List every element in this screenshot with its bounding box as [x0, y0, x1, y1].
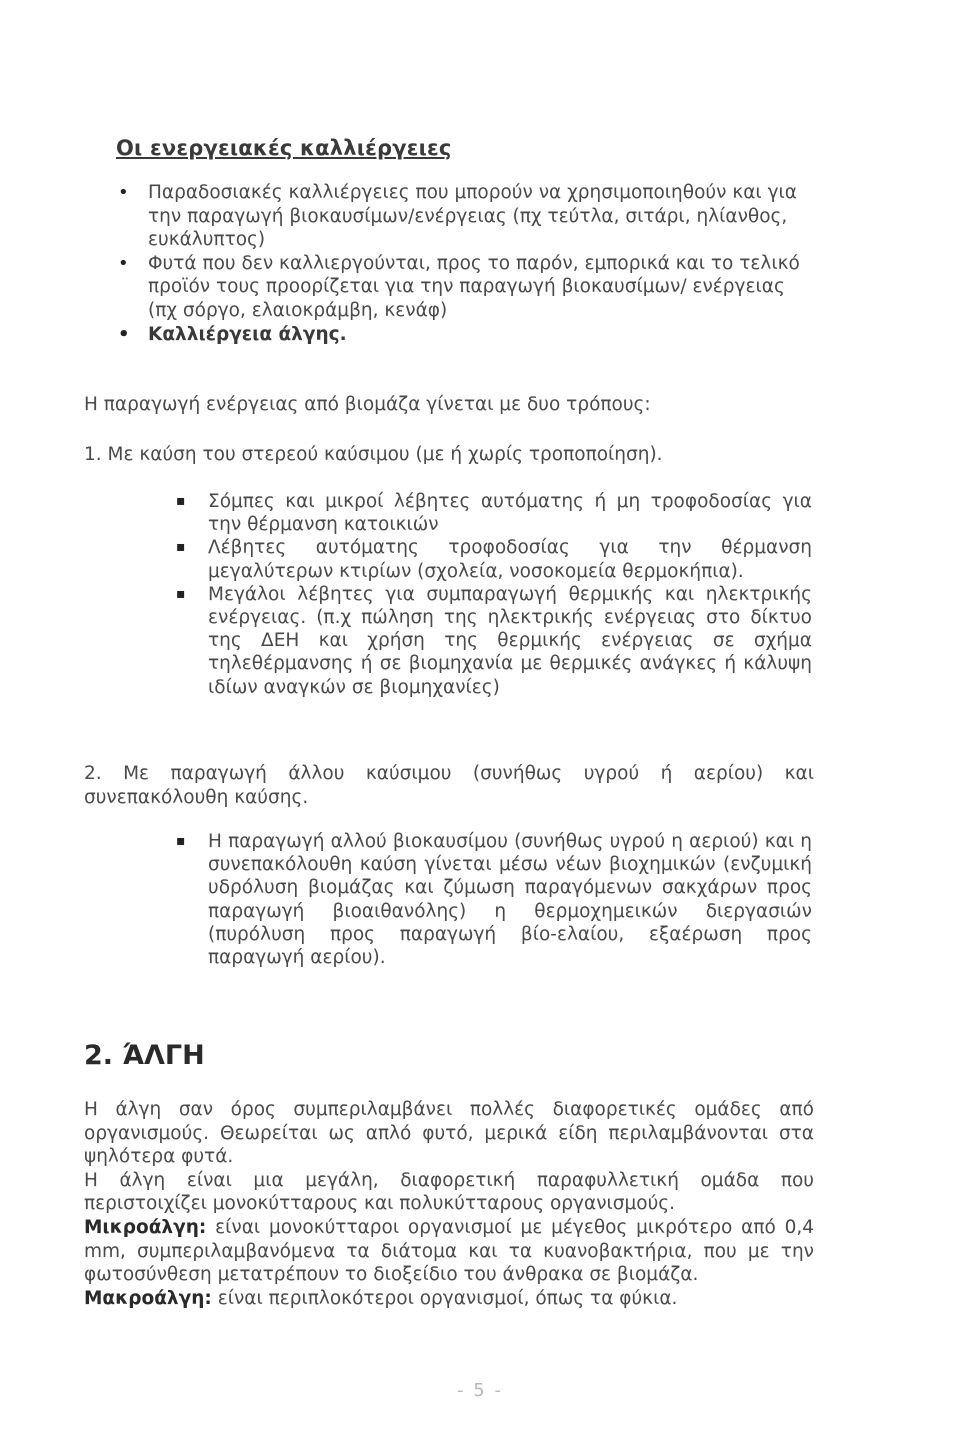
list-item: ▪ Λέβητες αυτόματης τροφοδοσίας για την θέρμανση μεγαλύτερων κτιρίων (σχολεία, νοσοκομεία θερμοκήπια).	[172, 536, 812, 582]
list-item: ▪ Μεγάλοι λέβητες για συμπαραγωγή θερμικής και ηλεκτρικής ενέργειας. (π.χ πώληση της ηλεκτρικής ενέργειας στο δίκτυο της ΔΕΗ και χρήση της θερμικής ενέργειας σε σχήμα τηλεθέρμανσης ή σε βιομηχανία με θερμικές ανάγκες ή κάλυψη ιδίων αναγκών σε βιομηχανίες)	[172, 583, 812, 699]
section-title: Οι ενεργειακές καλλιέργειες	[116, 136, 452, 160]
algae-section	[84, 1098, 814, 1310]
method-2-heading: 2. Με παραγωγή άλλου καύσιμου (συνήθως υγρού ή αερίου) και συνεπακόλουθη καύσης.	[84, 763, 814, 808]
algae-heading: 2. ΆΛΓΗ	[84, 1040, 205, 1071]
microalgae-label: Μικροάλγη:	[84, 1216, 207, 1238]
intro-text: Η παραγωγή ενέργειας από βιομάζα γίνεται με δυο τρόπους:	[84, 394, 651, 415]
algae-paragraph: Η άλγη σαν όρος συμπεριλαμβάνει πολλές διαφορετικές ομάδες από οργανισμούς. Θεωρείται ως απλό φυτό, μερικά είδη περιλαμβάνονται στα ψηλότερα φυτά.	[84, 1099, 814, 1168]
macroalgae-text: είναι περιπλοκότεροι οργανισμοί, όπως τα φύκια.	[211, 1287, 678, 1309]
microalgae-paragraph	[84, 1216, 814, 1287]
microalgae-text: είναι μονοκύτταροι οργανισμοί με μέγεθος μικρότερο από 0,4 mm, συμπεριλαμβανόμενα τα διάτομα και τα κυανοβακτήρια, που με την φωτοσύνθεση μετατρέπουν το διοξείδιο του άνθρακα σε βιομάζα.	[84, 1216, 814, 1286]
list-item: • Φυτά που δεν καλλιεργούνται, προς το παρόν, εμπορικά και το τελικό προϊόν τους προορίζεται για την παραγωγή βιοκαυσίμων/ ενέργειας (πχ σόργο, ελαιοκράμβη, κενάφ)	[116, 252, 816, 323]
macroalgae-label: Μακροάλγη:	[84, 1287, 212, 1309]
list-item: • Καλλιέργεια άλγης.	[116, 323, 816, 347]
energy-crops-list	[116, 181, 816, 346]
method-2-list	[172, 830, 812, 969]
method-1-list	[172, 490, 812, 699]
macroalgae-paragraph	[84, 1287, 814, 1311]
method-1-heading: 1. Με καύση του στερεού καύσιμου (με ή χωρίς τροποποίηση).	[84, 444, 663, 465]
algae-paragraph: Η άλγη είναι μια μεγάλη, διαφορετική παραφυλλετική ομάδα που περιστοιχίζει μονοκύτταρους και πολυκύτταρους οργανισμούς.	[84, 1169, 814, 1215]
page-number: - 5 -	[457, 1380, 503, 1401]
list-item: ▪ Σόμπες και μικροί λέβητες αυτόματης ή μη τροφοδοσίας για την θέρμανση κατοικιών	[172, 490, 812, 536]
list-item: ▪ Η παραγωγή αλλού βιοκαυσίμου (συνήθως υγρού η αεριού) και η συνεπακόλουθη καύση γίνεται μέσω νέων βιοχημικών (ενζυμική υδρόλυση βιομάζας και ζύμωση παραγόμενων σακχάρων προς παραγωγή βιοαιθανόλης) η θερμοχημεικών διεργασιών (πυρόλυση προς παραγωγή βίο-ελαίου, εξαέρωση προς παραγωγή αερίου).	[172, 830, 812, 969]
list-item: • Παραδοσιακές καλλιέργειες που μπορούν να χρησιμοποιηθούν και για την παραγωγή βιοκαυσίμων/ενέργειας (πχ τεύτλα, σιτάρι, ηλίανθος, ευκάλυπτος)	[116, 181, 816, 252]
